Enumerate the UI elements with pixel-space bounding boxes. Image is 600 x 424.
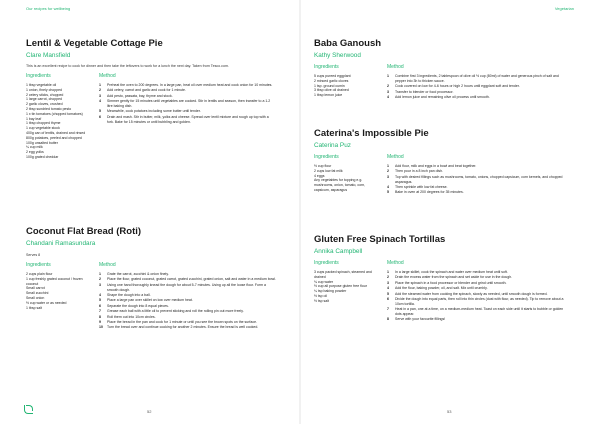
page-number-left: 52 xyxy=(147,409,152,414)
running-header-right: Vegetarian xyxy=(554,6,574,11)
step-number: 5 xyxy=(387,291,389,296)
recipe-columns xyxy=(26,73,276,160)
ingredients-heading: Ingredients xyxy=(314,260,339,266)
method-step xyxy=(387,286,564,291)
step-number: 3 xyxy=(387,280,389,285)
method-step xyxy=(387,185,564,190)
ingredient-item: 1 tbsp vegetable oil xyxy=(26,83,57,87)
recipe-columns xyxy=(314,260,564,323)
method-step xyxy=(387,164,564,169)
ingredient-item: 100g unsalted butter xyxy=(26,140,58,145)
method-step xyxy=(99,94,276,99)
method-column xyxy=(387,154,564,196)
ingredient-item: 2 egg yolks xyxy=(26,150,44,155)
step-number: 10 xyxy=(99,325,103,330)
ingredient-item: 1 tbsp lemon juice xyxy=(314,93,343,98)
ingredient-item: 1 tbsp chopped thyme xyxy=(26,121,61,126)
recipe-card xyxy=(26,38,276,160)
step-text: Add lemon juice and remaining olive oil process until smooth. xyxy=(395,94,490,99)
ingredients-heading: Ingredients xyxy=(314,154,339,160)
ingredient-item: 5 cups pureed eggplant xyxy=(314,74,351,78)
step-text: Then pour in a 8 inch pan dish. xyxy=(395,169,444,174)
running-header-left: Our recipes for wellbeing xyxy=(26,6,71,11)
ingredient-item: 100g grated cheddar xyxy=(26,154,59,159)
ingredients-list xyxy=(26,83,99,160)
ingredient-item: ½ tsp salt xyxy=(314,298,329,303)
ingredient-item: Small carrot xyxy=(26,286,45,291)
ingredient-item: 1 bay leaf xyxy=(26,116,42,121)
step-text: Place a large pan over skillet on low over medium heat. xyxy=(107,298,193,303)
step-text: Grease each ball with a little oil to prevent sticking and roll the rolling pin out more freely. xyxy=(107,309,244,314)
page-number-right: 53 xyxy=(447,409,452,414)
ingredients-list xyxy=(314,270,387,304)
method-step xyxy=(387,90,564,95)
ingredient-item: 800g potatoes, peeled and chopped xyxy=(26,135,82,140)
ingredient-item: 4 eggs xyxy=(314,173,325,178)
ingredient-item: ½ cup water or as needed xyxy=(26,300,67,305)
method-step xyxy=(99,83,276,88)
ingredients-column xyxy=(314,260,387,323)
method-step xyxy=(99,315,276,320)
method-list xyxy=(99,83,276,124)
method-step xyxy=(99,88,276,93)
method-heading: Method xyxy=(387,64,404,70)
step-text: Add celery, carrot and garlic and cook for 1 minute. xyxy=(107,88,186,93)
method-step xyxy=(99,283,276,293)
method-column xyxy=(387,64,564,100)
ingredient-item: ½ cup flour xyxy=(314,164,332,168)
ingredients-heading: Ingredients xyxy=(26,73,51,79)
ingredients-list xyxy=(314,164,387,193)
ingredient-item: 1 large carrot, chopped xyxy=(26,97,62,102)
method-step xyxy=(387,297,564,307)
ingredients-heading: Ingredients xyxy=(314,64,339,70)
method-step xyxy=(387,175,564,185)
step-text: Turn the bread over and continue cooking for another 2 minutes. Ensure the bread is well cooked. xyxy=(107,325,259,330)
step-number: 1 xyxy=(99,272,101,276)
ingredient-item: 1 cup freshly grated coconut / frozen coconut xyxy=(26,276,83,286)
step-number: 3 xyxy=(99,282,101,287)
step-number: 2 xyxy=(99,277,101,282)
method-step xyxy=(99,304,276,309)
step-number: 5 xyxy=(99,298,101,303)
step-text: Place the flour, grated coconut, grated carrot, grated zucchini, grated onion, salt and water in a medium bowl. xyxy=(107,277,276,282)
ingredient-item: 3 tbsp olive oil drained xyxy=(314,88,349,93)
step-number: 6 xyxy=(99,114,101,119)
step-text: Serve with your favourite fillings! xyxy=(395,317,446,322)
method-list xyxy=(99,272,276,330)
step-number: 6 xyxy=(99,303,101,308)
step-text: Combine first 3 ingredients, 2 tablespoon of olive oil ½ cup (80ml) of water and generous pinch of salt and pepper into 3h to thicken sauce. xyxy=(395,74,559,83)
recipe-title: Coconut Flat Bread (Roti) xyxy=(26,226,142,237)
step-text: Drain the excess water from the spinach and set aside for use in the dough. xyxy=(395,275,513,280)
step-text: Using one hand thoroughly knead the dough for about 5-7 minutes. Using up all the loose flour. Form a smooth dough. xyxy=(107,282,266,292)
method-step xyxy=(387,307,564,317)
ingredient-item: Small onion xyxy=(26,295,45,300)
ingredient-item: 2 tbsp sundried tomato pesto xyxy=(26,106,72,111)
ingredient-item: 1 cup vegetable stock xyxy=(26,126,60,131)
method-step xyxy=(387,292,564,297)
method-heading: Method xyxy=(387,154,404,160)
method-step xyxy=(99,109,276,114)
step-text: Bake in oven at 200 degrees for 35 minutes. xyxy=(395,190,464,195)
ingredients-column xyxy=(26,73,99,160)
recipe-title: Gluten Free Spinach Tortillas xyxy=(314,234,446,245)
recipe-card xyxy=(314,128,564,196)
ingredients-list xyxy=(314,74,387,98)
step-text: Transfer to blender or food processor. xyxy=(395,89,454,94)
step-text: Drain and mash. Stir in butter, milk, yolks and cheese. Spread over lentil mixture and rough up top with a fork. Bake for 15 minutes or until bubbling and golden. xyxy=(107,114,269,124)
recipe-columns xyxy=(26,262,276,331)
method-step xyxy=(387,84,564,89)
method-step xyxy=(387,169,564,174)
step-text: Divide the dough into equal parts, then roll into thin circles (dust with flour, as needed). Tip to remove about a 10cm tortilla. xyxy=(395,296,564,306)
method-heading: Method xyxy=(99,262,116,268)
ingredients-column xyxy=(26,262,99,331)
method-step xyxy=(99,99,276,109)
method-step xyxy=(99,115,276,125)
step-text: Cook covered on low for 4-6 hours or high 2 hours until eggplant soft and tender. xyxy=(395,84,520,89)
recipe-author: Clare Mansfield xyxy=(26,52,71,59)
ingredient-item: 2 celery sticks, chopped xyxy=(26,92,64,97)
step-text: Separate the dough into 8 equal pieces. xyxy=(107,303,169,308)
step-number: 8 xyxy=(387,317,389,322)
step-text: Add flour, milk and eggs in a bowl and beat together. xyxy=(395,164,477,168)
ingredient-item: 2 garlic cloves, crushed xyxy=(26,102,63,107)
step-text: Place the bread in the pan and cook for 1 minute or until you see the brown spots on the surface. xyxy=(107,319,258,324)
method-step xyxy=(387,270,564,275)
step-text: Place the spinach in a food processor or blender and grind until smooth. xyxy=(395,280,507,285)
step-number: 8 xyxy=(99,314,101,319)
ingredient-item: 2 cups plain flour xyxy=(26,272,53,276)
method-step xyxy=(99,293,276,298)
ingredients-column xyxy=(314,154,387,196)
ingredient-item: 3 cups packed spinach, steamed and drained xyxy=(314,270,372,279)
method-step xyxy=(99,325,276,330)
step-number: 4 xyxy=(387,286,389,291)
method-step xyxy=(387,74,564,84)
recipe-card xyxy=(314,38,564,100)
step-text: Heat in a pan, one at a time, on a medium-medium heat. Toast on each side until it starts to bubble or golden dots appear. xyxy=(395,307,564,316)
ingredient-item: Small zucchini xyxy=(26,291,49,296)
step-number: 3 xyxy=(387,174,389,179)
recipe-author: Caterina Puz xyxy=(314,142,351,149)
step-text: Grate the carrot, zucchini & onion finely. xyxy=(107,272,169,276)
method-step xyxy=(387,190,564,195)
recipe-title: Lentil & Vegetable Cottage Pie xyxy=(26,38,163,49)
method-column xyxy=(99,73,276,160)
step-number: 1 xyxy=(387,164,389,168)
ingredient-item: 400g can of lentils, drained and rinsed xyxy=(26,130,86,135)
method-step xyxy=(387,281,564,286)
ingredient-item: Any vegetables for topping e.g. mushrooms, onion, tomato, corn, capsicum, asparagus xyxy=(314,178,366,192)
ingredients-list xyxy=(26,272,99,310)
method-step xyxy=(387,275,564,280)
step-number: 1 xyxy=(387,74,389,78)
method-heading: Method xyxy=(99,73,116,79)
ingredient-item: ¼ cup milk xyxy=(26,145,43,150)
method-column xyxy=(387,260,564,323)
method-step xyxy=(99,298,276,303)
recipe-columns xyxy=(314,154,564,196)
ingredient-item: ¾ cup water xyxy=(314,279,334,284)
step-number: 2 xyxy=(99,88,101,93)
recipe-title: Baba Ganoush xyxy=(314,38,382,49)
step-number: 5 xyxy=(99,109,101,114)
ingredient-item: 2 cups low fat milk xyxy=(314,168,343,173)
ingredient-item: ¼ tsp baking powder xyxy=(314,289,347,294)
leaf-logo-icon xyxy=(24,405,33,414)
recipe-author: Kathy Sherwood xyxy=(314,52,361,59)
step-number: 4 xyxy=(99,292,101,297)
ingredient-item: 1 tsp. ground cumin xyxy=(314,83,345,88)
step-number: 9 xyxy=(99,319,101,324)
method-list xyxy=(387,164,564,195)
method-list xyxy=(387,270,564,322)
recipe-author: Chandani Ramasundara xyxy=(26,240,96,247)
step-text: Add the flour, baking powder, oil, and salt. Mix until crumbly. xyxy=(395,286,488,291)
method-step xyxy=(99,320,276,325)
method-step xyxy=(99,277,276,282)
step-text: Add the steamed water from cooking the spinach, slowly as needed, until smooth dough is formed. xyxy=(395,291,548,296)
ingredient-item: ½ cup all purpose gluten free flour xyxy=(314,284,367,289)
step-text: Meanwhile, cook potatoes including some butter until tender. xyxy=(107,109,201,114)
method-list xyxy=(387,74,564,100)
step-text: Simmer gently for 15 minutes until vegetables are cooked. Stir in lentils and season, then transfer to a 1.2 litre baking dish. xyxy=(107,99,271,108)
recipe-author: Annika Campbell xyxy=(314,248,363,255)
method-step xyxy=(387,95,564,100)
recipe-title: Caterina's Impossible Pie xyxy=(314,128,429,139)
recipe-columns xyxy=(314,64,564,100)
step-number: 2 xyxy=(387,84,389,89)
step-number: 1 xyxy=(99,83,101,87)
step-text: Shape the dough into a ball. xyxy=(107,292,151,297)
step-text: Top with desired fillings such as mushrooms, tomato, onions, chopped capsicum, corn kernels, and chopped asparagus. xyxy=(395,174,563,184)
step-number: 5 xyxy=(387,190,389,195)
recipe-intro: This is an excellent recipe to cook for dinner and then take the leftovers to work for a lunch the next day. Taken from Tesco.com. xyxy=(26,64,229,68)
method-step xyxy=(99,309,276,314)
step-number: 2 xyxy=(387,275,389,280)
step-number: 4 xyxy=(99,99,101,104)
method-step xyxy=(99,272,276,277)
ingredients-column xyxy=(314,64,387,100)
step-text: Add pesto, passata, bay, thyme and stock. xyxy=(107,93,173,98)
step-number: 1 xyxy=(387,270,389,274)
step-number: 4 xyxy=(387,184,389,189)
step-text: In a large skillet, cook the spinach and water over medium heat until soft. xyxy=(395,270,508,274)
step-number: 6 xyxy=(387,296,389,301)
method-column xyxy=(99,262,276,331)
step-number: 2 xyxy=(387,169,389,174)
ingredient-item: 1 onion, finely chopped xyxy=(26,87,62,92)
step-text: Roll them out into 10cm circles. xyxy=(107,314,156,319)
step-number: 7 xyxy=(99,309,101,314)
ingredient-item: ½ tsp oil xyxy=(314,293,328,298)
step-number: 7 xyxy=(387,307,389,312)
ingredient-item: 2 minced garlic cloves xyxy=(314,78,349,83)
ingredient-item: 1 x tin tomatoes (chopped tomatoes) xyxy=(26,111,83,116)
step-text: Then sprinkle with low fat cheese. xyxy=(395,184,448,189)
step-number: 4 xyxy=(387,94,389,99)
right-page xyxy=(300,0,600,424)
recipe-card xyxy=(26,226,276,331)
ingredients-heading: Ingredients xyxy=(26,262,51,268)
method-step xyxy=(387,317,564,322)
method-heading: Method xyxy=(387,260,404,266)
ingredient-item: 1 tbsp salt xyxy=(26,305,42,310)
recipe-card xyxy=(314,234,564,323)
step-text: Preheat the oven to 200 degrees. In a large pan, heat oil over medium heat and cook onion for 10 minutes. xyxy=(107,83,273,87)
step-number: 3 xyxy=(387,89,389,94)
recipe-serves: Serves 8 xyxy=(26,253,41,257)
step-number: 3 xyxy=(99,93,101,98)
